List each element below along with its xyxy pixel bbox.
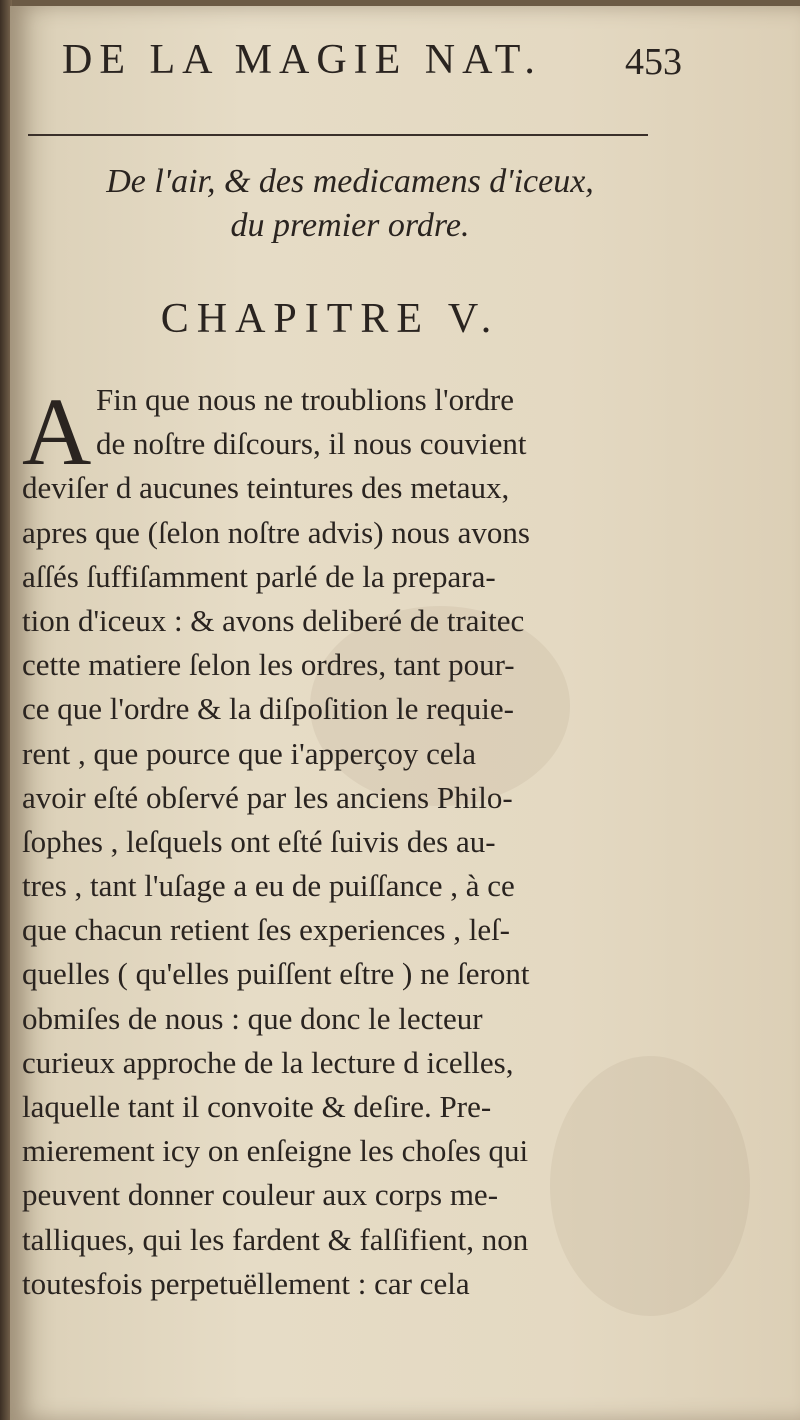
text-line: obmiſes de nous : que donc le lecteur: [22, 1000, 483, 1036]
drop-cap: A: [22, 378, 92, 485]
subtitle-line: du premier ordre.: [230, 207, 470, 244]
text-line: deviſer d aucunes teintures des metaux,: [22, 470, 510, 506]
text-line: tres , tant l'uſage a eu de puiſſance , à ce: [22, 868, 515, 904]
text-line: cette matiere ſelon les ordres, tant pour-: [22, 647, 515, 683]
text-line: tion d'iceux : & avons deliberé de traitec: [22, 602, 525, 638]
text-line: rent , que pource que i'apperçoy cela: [22, 735, 476, 771]
text-line: ſophes , leſquels ont eſté ſuivis des au-: [22, 823, 496, 859]
text-line: quelles ( qu'elles puiſſent eſtre ) ne ſeront: [22, 956, 530, 992]
text-line: laquelle tant il convoite & deſire. Pre-: [22, 1089, 492, 1124]
text-line: apres que (ſelon noſtre advis) nous avons: [22, 514, 530, 550]
chapter-heading: CHAPITRE V.: [160, 296, 500, 342]
text-line: aſſés ſuffiſamment parlé de la prepara-: [22, 558, 496, 594]
body-text: [22, 378, 662, 1306]
text-line: Fin que nous ne troublions l'ordre: [96, 382, 515, 417]
text-line: curieux approche de la lecture d icelles,: [22, 1044, 514, 1080]
running-head: [62, 36, 682, 96]
text-line: talliques, qui les fardent & falſifient, non: [22, 1221, 529, 1257]
subtitle-line: De l'air, & des medicamens d'iceux,: [106, 163, 594, 200]
text-line: mierement icy on enſeigne les choſes qui: [22, 1133, 529, 1169]
running-title: DE LA MAGIE NAT.: [62, 37, 542, 83]
chapter-subtitle: [50, 160, 650, 248]
text-line: avoir eſté obſervé par les anciens Philo-: [22, 779, 513, 815]
text-line: ce que l'ordre & la diſpoſition le requie-: [22, 691, 514, 727]
header-rule: [28, 134, 648, 136]
text-line: toutesfois perpetuëllement : car cela: [22, 1265, 470, 1301]
text-line: de noſtre diſcours, il nous couvient: [96, 426, 527, 462]
text-line: peuvent donner couleur aux corps me-: [22, 1177, 499, 1213]
page-number: 453: [625, 41, 682, 83]
text-line: que chacun retient ſes experiences , leſ-: [22, 912, 511, 948]
